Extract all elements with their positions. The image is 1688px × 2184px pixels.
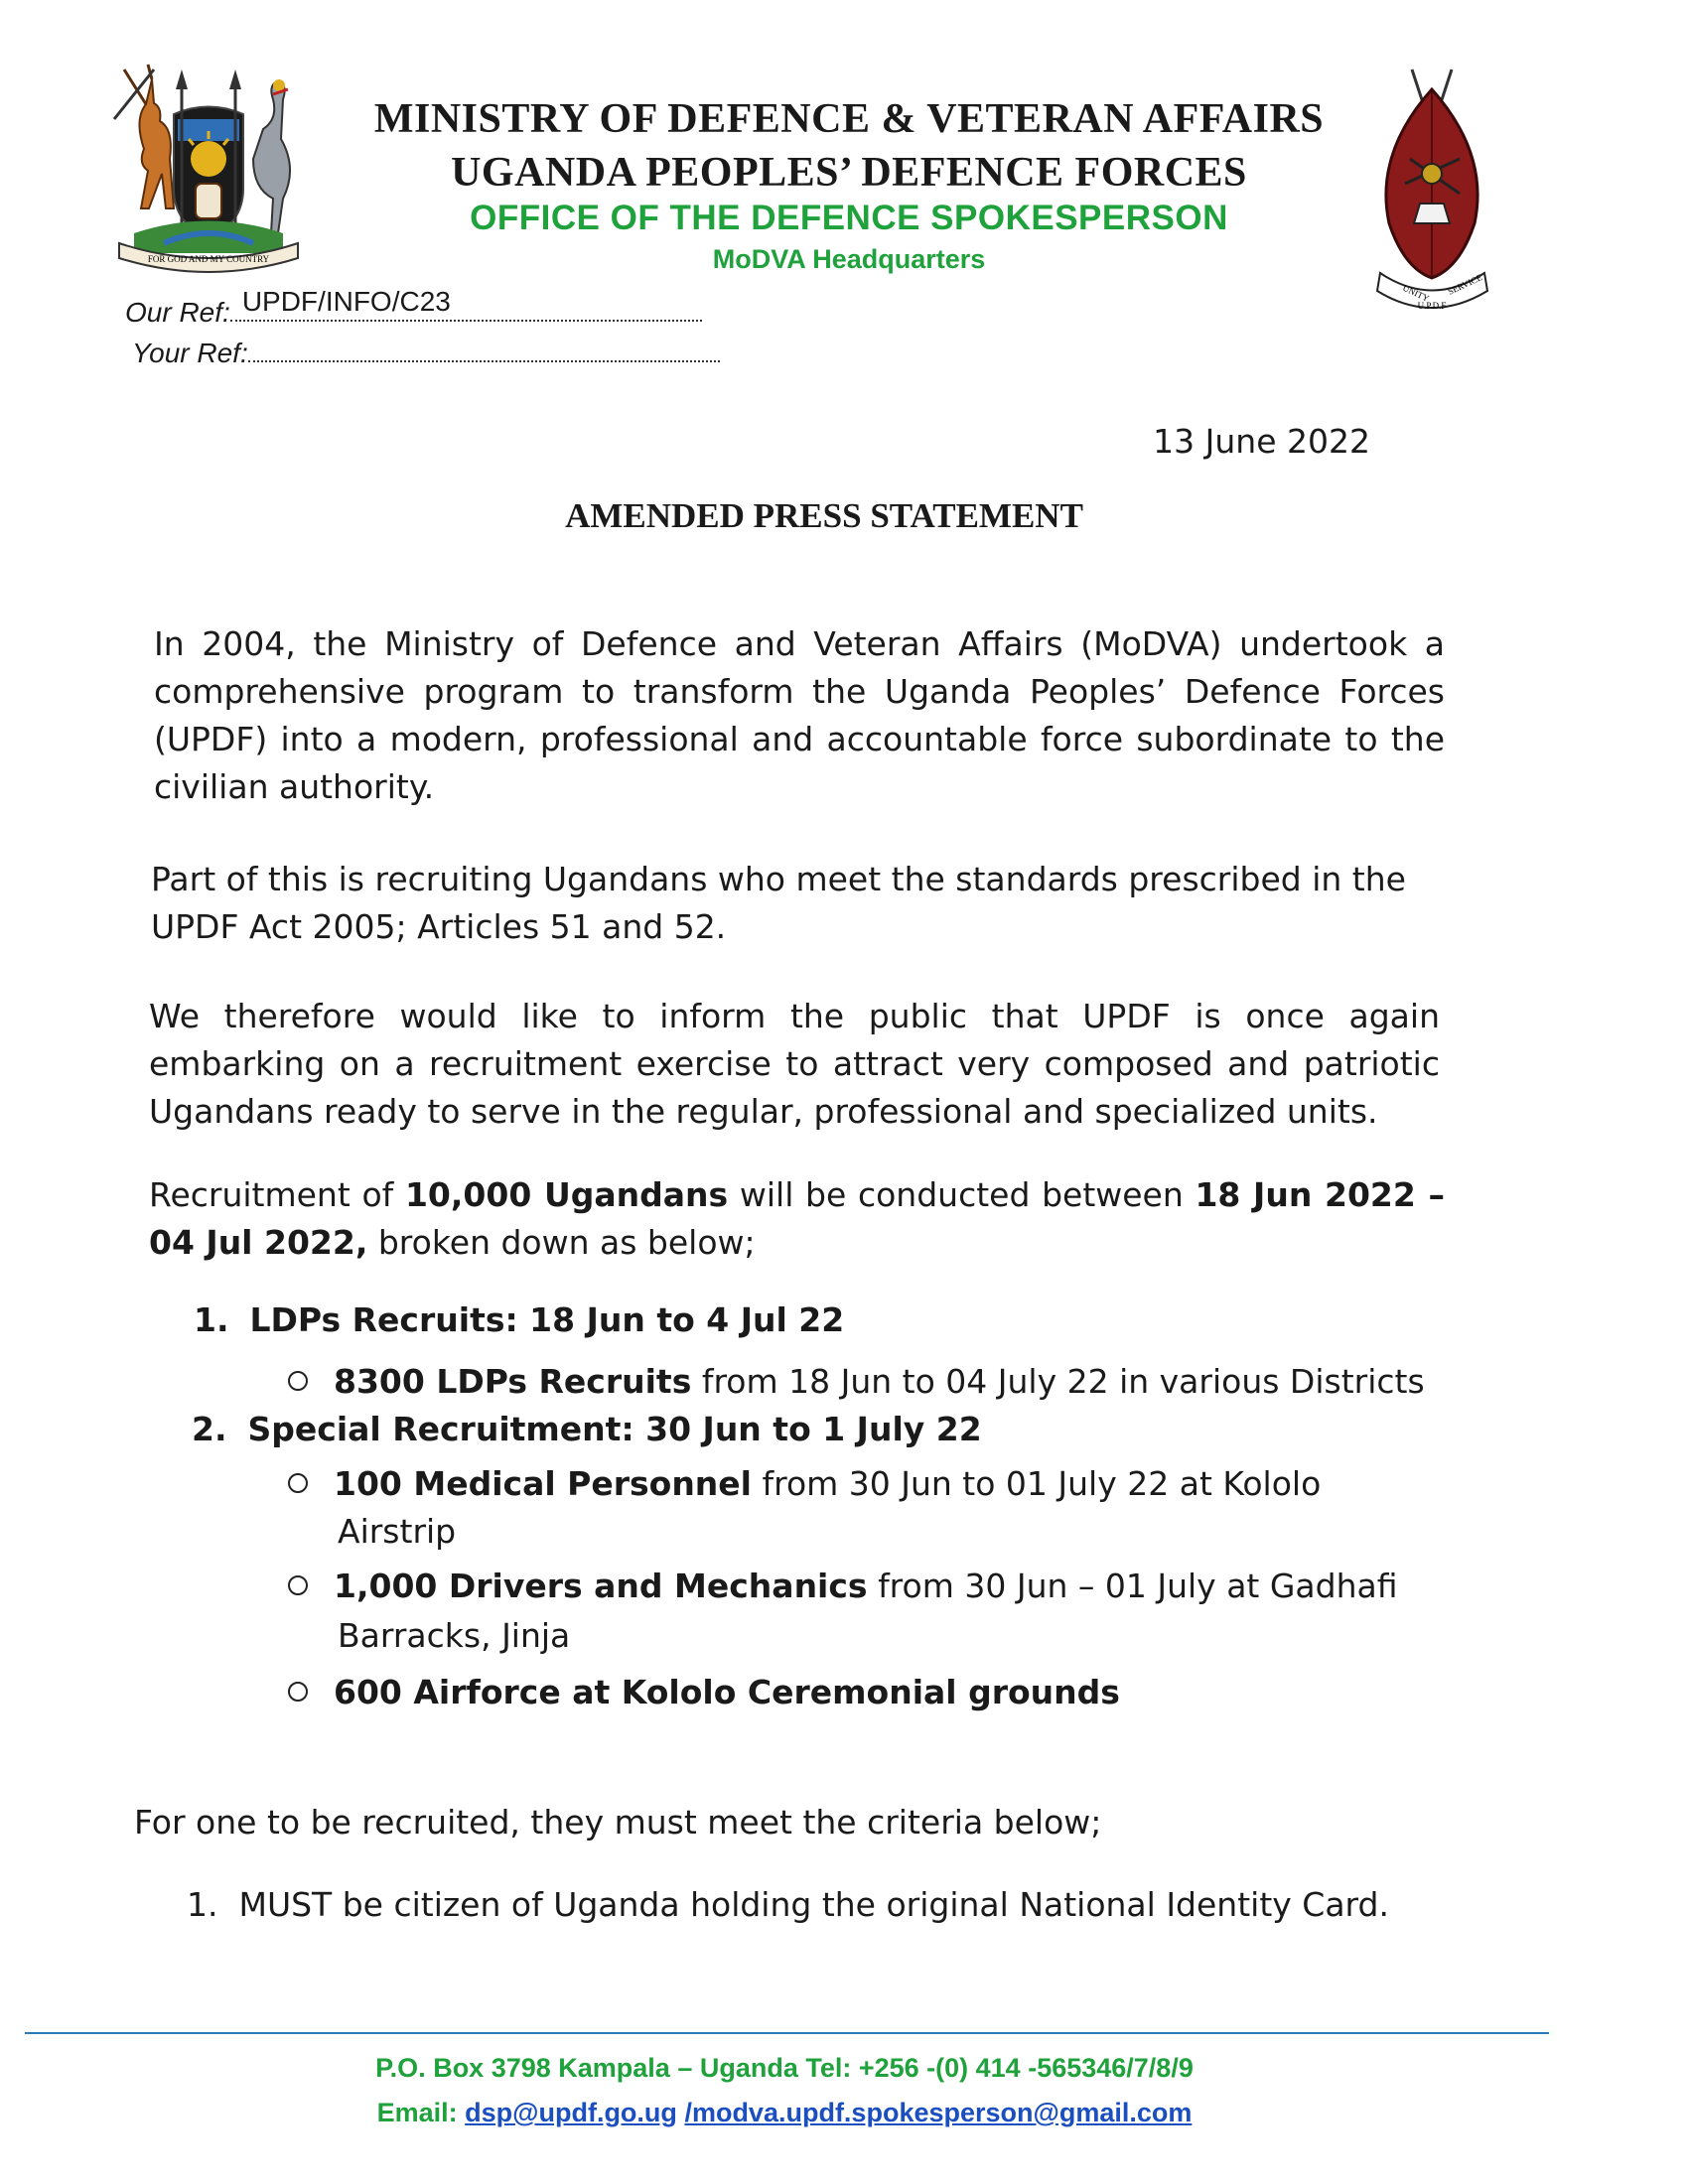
hq-heading: MoDVA Headquarters xyxy=(712,244,986,274)
criteria-text: MUST be citizen of Uganda holding the original National Identity Card. xyxy=(238,1885,1389,1924)
our-ref-value: UPDF/INFO/C23 xyxy=(241,286,451,317)
circle-bullet-icon xyxy=(288,1575,308,1595)
forces-heading: UGANDA PEOPLES’ DEFENCE FORCES xyxy=(451,150,1247,196)
sub-item-title: 100 Medical Personnel xyxy=(334,1464,752,1503)
paragraph-standards xyxy=(151,856,1447,951)
sub-item-title: 600 Airforce at Kololo Ceremonial grounds xyxy=(334,1673,1120,1711)
footer-email xyxy=(0,2098,1569,2128)
updf-crest-icon xyxy=(1360,65,1504,313)
circle-bullet-icon xyxy=(288,1473,308,1493)
your-ref xyxy=(132,335,720,369)
email-label: Email: xyxy=(376,2098,466,2127)
paragraph-announcement: We therefore would like to inform the public that UPDF is once again embarking on a recruitment exercise to attract very composed and patriotic Ugandans ready to serve in the regular, professional and specialized units. xyxy=(149,997,1440,1131)
your-ref-label: Your Ref: xyxy=(132,338,248,368)
office-heading: OFFICE OF THE DEFENCE SPOKESPERSON xyxy=(470,199,1228,237)
list-item xyxy=(192,1410,982,1448)
statement-title: AMENDED PRESS STATEMENT xyxy=(565,496,1083,535)
summary-text-1: Recruitment of xyxy=(149,1175,405,1214)
summary-text-2: will be conducted between xyxy=(728,1175,1196,1214)
paragraph-standards-line2: UPDF Act 2005; Articles 51 and 52. xyxy=(151,907,727,946)
summary-text-3: broken down as below; xyxy=(367,1223,756,1262)
email-link-dsp[interactable]: dsp@updf.go.ug xyxy=(465,2098,677,2127)
crest-motto-right: SERVICE xyxy=(1446,272,1484,297)
sub-item-text: from 18 Jun to 04 July 22 in various Districts xyxy=(691,1362,1425,1401)
email-link-spokesperson[interactable]: /modva.updf.spokesperson@gmail.com xyxy=(684,2098,1193,2127)
summary-count: 10,000 Ugandans xyxy=(404,1175,729,1214)
coat-motto: FOR GOD AND MY COUNTRY xyxy=(147,254,270,264)
ministry-heading: MINISTRY OF DEFENCE & VETERAN AFFAIRS xyxy=(373,96,1325,142)
crest-motto-left: UNITY xyxy=(1401,282,1431,304)
criteria-item xyxy=(187,1881,1389,1929)
list-sub-item xyxy=(288,1459,1321,1509)
sub-item-title: 8300 LDPs Recruits xyxy=(334,1362,692,1401)
footer-address: P.O. Box 3798 Kampala – Uganda Tel: +256 -(0) 414 -565346/7/8/9 xyxy=(375,2053,1194,2083)
our-ref xyxy=(125,286,702,329)
list-label: Special Recruitment: 30 Jun to 1 July 22 xyxy=(247,1410,982,1448)
paragraph-recruitment-summary xyxy=(149,1171,1445,1267)
paragraph-history: In 2004, the Ministry of Defence and Veteran Affairs (MoDVA) undertook a comprehensive program to transform the Uganda Peoples’ Defence Forces (UPDF) into a modern, professional and accountable force subordinate to the civilian authority. xyxy=(154,624,1445,806)
our-ref-label: Our Ref: xyxy=(125,297,230,328)
list-sub-item xyxy=(288,1562,1398,1611)
sub-item-continuation: Airstrip xyxy=(338,1512,457,1551)
criteria-intro: For one to be recruited, they must meet the criteria below; xyxy=(134,1803,1102,1842)
circle-bullet-icon xyxy=(288,1682,308,1702)
summary-dates: 18 Jun 2022 – 04 Jul 2022, xyxy=(149,1175,1446,1262)
list-item xyxy=(194,1300,844,1339)
list-number: 2. xyxy=(192,1410,227,1448)
sub-item-title: 1,000 Drivers and Mechanics xyxy=(334,1567,868,1605)
criteria-number: 1. xyxy=(187,1885,218,1924)
sub-item-continuation: Barracks, Jinja xyxy=(338,1616,571,1655)
list-sub-item xyxy=(288,1668,1120,1717)
uganda-coat-of-arms-icon xyxy=(104,60,313,273)
circle-bullet-icon xyxy=(288,1371,308,1391)
statement-date: 13 June 2022 xyxy=(1153,422,1370,461)
paragraph-standards-line1: Part of this is recruiting Ugandans who meet the standards prescribed in the xyxy=(151,860,1406,898)
crest-label: U.P.D.F xyxy=(1417,301,1447,311)
list-sub-item xyxy=(288,1357,1425,1407)
list-number: 1. xyxy=(194,1300,229,1339)
sub-item-text: from 30 Jun to 01 July 22 at Kololo xyxy=(752,1464,1322,1503)
footer-divider xyxy=(25,2032,1549,2034)
sub-item-text: from 30 Jun – 01 July at Gadhafi xyxy=(867,1567,1398,1605)
list-label: LDPs Recruits: 18 Jun to 4 Jul 22 xyxy=(249,1300,845,1339)
